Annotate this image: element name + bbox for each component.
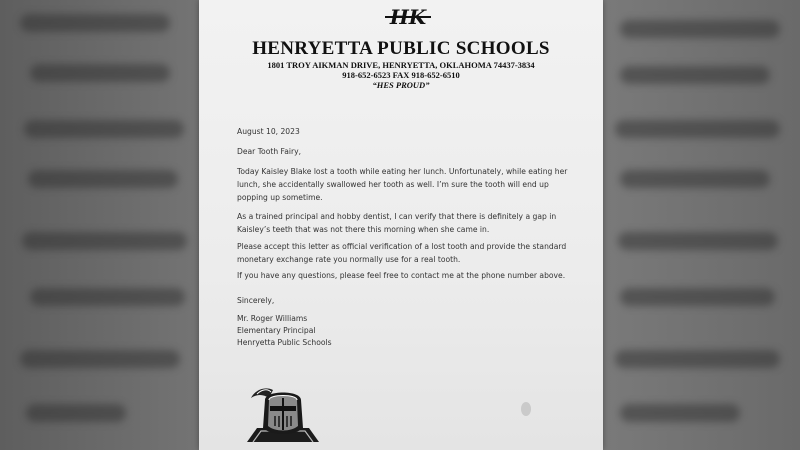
letter-paragraph-2: As a trained principal and hobby dentist, I can verify that there is definitely a gap in Kaisley’s teeth that was not there this morning when she came in. [237,212,557,234]
paper-smudge [521,402,531,416]
signer-organization: Henryetta Public Schools [237,338,332,347]
school-motto: “HES PROUD” [372,80,430,90]
signer-title: Elementary Principal [237,326,316,335]
school-phone-fax: 918-652-6523 FAX 918-652-6510 [342,70,460,80]
signer-name: Mr. Roger Williams [237,314,308,323]
letter-paragraph-1: Today Kaisley Blake lost a tooth while eating her lunch. Unfortunately, while eating her lunch, she accidentally swallowed her tooth as well. I’m sure the tooth will end up popping up sometime. [237,167,568,202]
letter-paragraph-3: Please accept this letter as official verification of a lost tooth and provide the standard monetary exchange rate you normally use for a real tooth. [237,242,567,264]
letter-closing: Sincerely, [237,296,275,305]
letter-page [199,0,603,450]
letter-date: August 10, 2023 [237,127,300,136]
letter-salutation: Dear Tooth Fairy, [237,147,302,156]
school-logo: HK [389,5,427,29]
knight-helmet-icon [243,384,323,444]
school-address: 1801 TROY AIKMAN DRIVE, HENRYETTA, OKLAHOMA 74437-3834 [267,60,535,70]
letter-paragraph-4: If you have any questions, please feel free to contact me at the phone number above. [237,271,566,280]
school-name: HENRYETTA PUBLIC SCHOOLS [252,38,550,59]
